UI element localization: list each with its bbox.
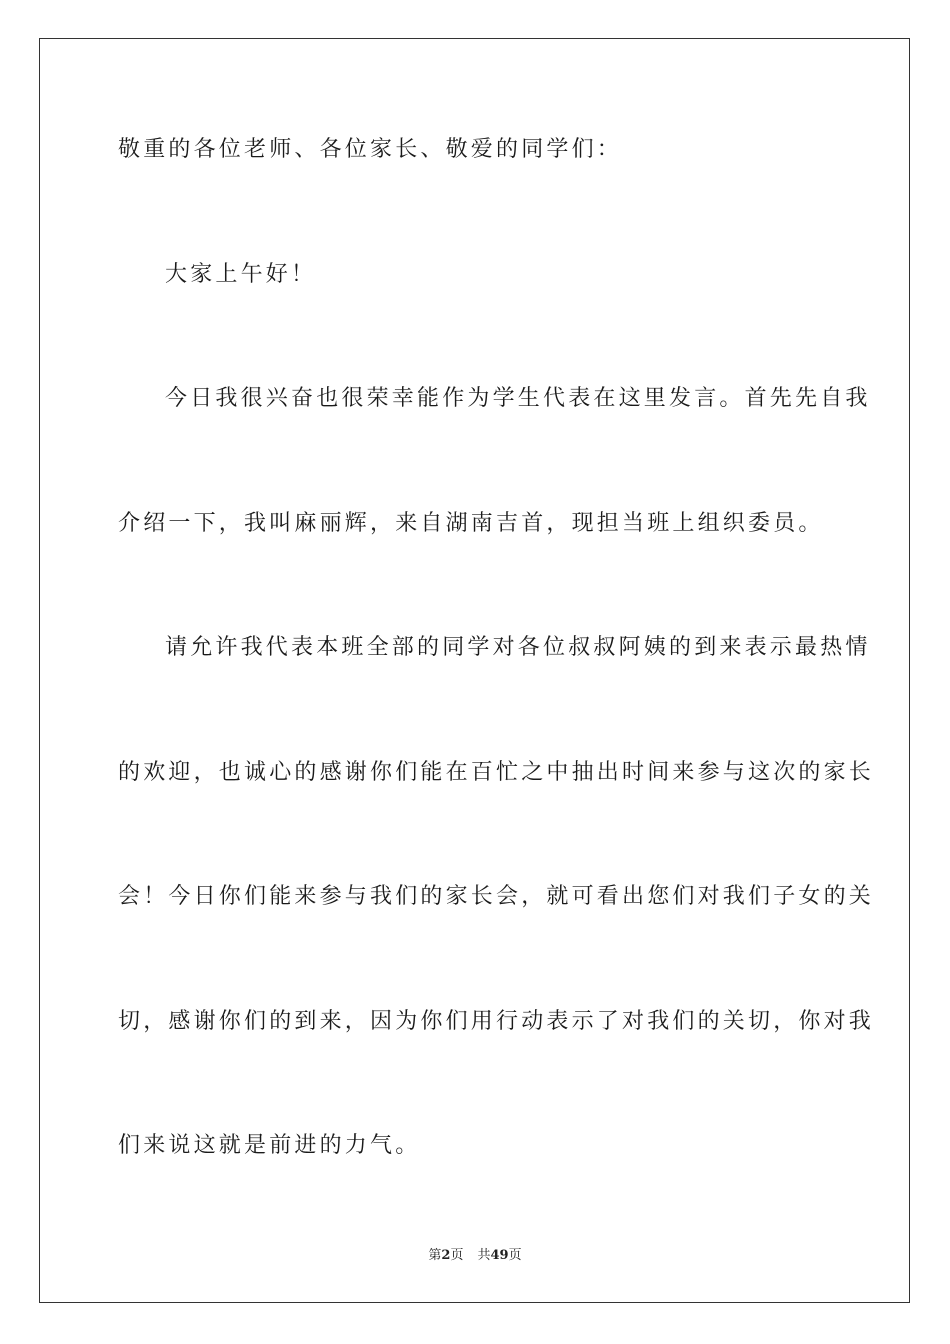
paragraph-line: 们来说这就是前进的力气。 xyxy=(118,1133,421,1158)
page-suffix: 页 xyxy=(450,1248,464,1263)
total-suffix: 页 xyxy=(508,1248,522,1263)
page-footer xyxy=(0,1247,950,1265)
page-prefix: 第 xyxy=(428,1248,442,1263)
salutation-line: 敬重的各位老师、各位家长、敬爱的同学们： xyxy=(118,137,623,162)
page-border xyxy=(39,38,910,1303)
page-number: 2 xyxy=(441,1248,451,1263)
total-prefix: 共 xyxy=(477,1248,491,1263)
paragraph-line: 的欢迎，也诚心的感谢你们能在百忙之中抽出时间来参与这次的家长 xyxy=(118,760,875,785)
paragraph-line: 会！今日你们能来参与我们的家长会，就可看出您们对我们子女的关 xyxy=(118,884,875,909)
paragraph-line: 切，感谢你们的到来，因为你们用行动表示了对我们的关切，你对我 xyxy=(118,1009,875,1034)
paragraph-line: 介绍一下，我叫麻丽辉，来自湖南吉首，现担当班上组织委员。 xyxy=(118,511,824,536)
paragraph-line: 请允许我代表本班全部的同学对各位叔叔阿姨的到来表示最热情 xyxy=(165,635,871,660)
greeting-line: 大家上午好！ xyxy=(165,262,317,287)
total-pages: 49 xyxy=(490,1248,509,1263)
paragraph-line: 今日我很兴奋也很荣幸能作为学生代表在这里发言。首先先自我 xyxy=(165,386,871,411)
